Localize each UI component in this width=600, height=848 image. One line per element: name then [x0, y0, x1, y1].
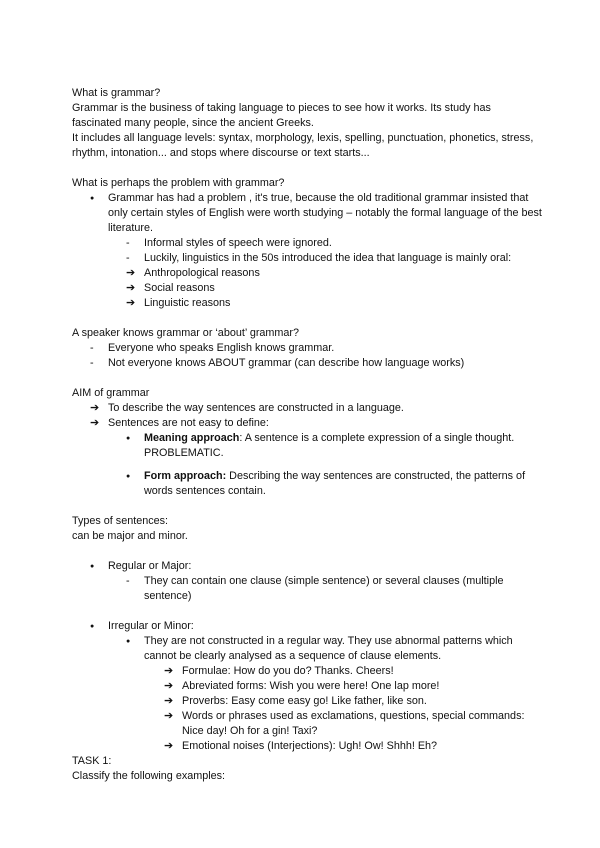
arrow-text: Anthropological reasons: [144, 267, 260, 279]
dash-text: Everyone who speaks English knows grammar.: [108, 342, 335, 354]
list-item: [72, 191, 542, 236]
paragraph-language-levels: It includes all language levels: syntax, morphology, lexis, spelling, punctuation, phonetics, stress, rhythm, intonation... and stops where discourse or text starts...: [72, 132, 534, 159]
list-item: [72, 341, 542, 356]
regular-major-label: Regular or Major:: [108, 560, 192, 572]
arrow-icon: ➔: [164, 695, 174, 707]
list-item: [72, 296, 542, 311]
list-item: [72, 694, 542, 709]
arrow-text: Sentences are not easy to define:: [108, 417, 269, 429]
irregular-minor-label: Irregular or Minor:: [108, 620, 194, 632]
dash-marker: -: [126, 237, 130, 249]
dash-marker: -: [90, 342, 94, 354]
arrow-text: Linguistic reasons: [144, 297, 231, 309]
bullet-icon: ●: [90, 563, 95, 570]
bullet-icon: ●: [126, 473, 131, 480]
arrow-icon: ➔: [90, 402, 100, 414]
arrow-icon: ➔: [90, 417, 100, 429]
list-item: [72, 236, 542, 251]
heading-aim-of-grammar: AIM of grammar: [72, 387, 150, 399]
dash-text: They can contain one clause (simple sentence) or several clauses (multiple sentence): [144, 575, 504, 602]
bullet-text: They are not constructed in a regular way. They use abnormal patterns which cannot be clearly analysed as a sequence of clause elements.: [144, 635, 513, 662]
arrow-icon: ➔: [164, 740, 174, 752]
arrow-text: Emotional noises (Interjections): Ugh! Ow! Shhh! Eh?: [182, 740, 438, 752]
task-title: TASK 1:: [72, 755, 112, 767]
list-item: [72, 281, 542, 296]
arrow-icon: ➔: [126, 267, 136, 279]
meaning-approach-text: [144, 431, 542, 461]
heading-speaker-knows-grammar: A speaker knows grammar or ‘about’ grammar?: [72, 327, 300, 339]
paragraph-grammar-definition: Grammar is the business of taking language to pieces to see how it works. Its study has fascinated many people, since the ancient Greeks.: [72, 102, 491, 129]
types-subtitle: can be major and minor.: [72, 530, 188, 542]
list-item: [72, 739, 542, 754]
list-item: [72, 574, 542, 604]
list-item: [72, 266, 542, 281]
list-item: [72, 709, 542, 739]
list-item: [72, 664, 542, 679]
list-item: [72, 634, 542, 664]
arrow-text: Abreviated forms: Wish you were here! One lap more!: [182, 680, 440, 692]
list-item: [72, 251, 542, 266]
list-item: [72, 401, 542, 416]
dash-marker: -: [90, 357, 94, 369]
arrow-icon: ➔: [126, 297, 136, 309]
list-item: [72, 469, 542, 499]
task-instruction: Classify the following examples:: [72, 770, 226, 782]
heading-what-is-grammar: What is grammar?: [72, 87, 161, 99]
document-page: [72, 86, 542, 784]
list-item: [72, 431, 542, 461]
heading-types-of-sentences: Types of sentences:: [72, 515, 169, 527]
dash-text: Luckily, linguistics in the 50s introduced the idea that language is mainly oral:: [144, 252, 512, 264]
arrow-icon: ➔: [164, 710, 174, 722]
arrow-text: Formulae: How do you do? Thanks. Cheers!: [182, 665, 394, 677]
arrow-text: Social reasons: [144, 282, 215, 294]
bullet-icon: ●: [90, 195, 95, 202]
bullet-text: Grammar has had a problem , it's true, because the old traditional grammar insisted that only certain styles of English were worth studying – notably the formal language of the best literature.: [108, 192, 542, 234]
form-approach-text: [144, 469, 542, 499]
arrow-text: To describe the way sentences are constructed in a language.: [108, 402, 404, 414]
arrow-icon: ➔: [164, 665, 174, 677]
dash-text: Not everyone knows ABOUT grammar (can describe how language works): [108, 357, 465, 369]
bullet-icon: ●: [90, 623, 95, 630]
arrow-icon: ➔: [126, 282, 136, 294]
dash-marker: -: [126, 575, 130, 587]
list-item: [72, 679, 542, 694]
dash-text: Informal styles of speech were ignored.: [144, 237, 332, 249]
meaning-approach-label: Meaning approach: [144, 432, 240, 444]
bullet-icon: ●: [126, 435, 131, 442]
list-item: [72, 619, 542, 634]
arrow-icon: ➔: [164, 680, 174, 692]
heading-problem-with-grammar: What is perhaps the problem with grammar?: [72, 177, 285, 189]
list-item: [72, 559, 542, 574]
form-approach-body: Describing the way sentences are constructed, the patterns of words sentences contain.: [144, 470, 526, 497]
meaning-approach-body: : A sentence is a complete expression of a single thought. PROBLEMATIC.: [144, 432, 515, 459]
form-approach-label: Form approach:: [144, 470, 227, 482]
arrow-text: Proverbs: Easy come easy go! Like father, like son.: [182, 695, 427, 707]
list-item: [72, 416, 542, 431]
dash-marker: -: [126, 252, 130, 264]
arrow-text: Words or phrases used as exclamations, questions, special commands: Nice day! Oh for a gin! Taxi?: [182, 710, 525, 737]
list-item: [72, 356, 542, 371]
bullet-icon: ●: [126, 638, 131, 645]
